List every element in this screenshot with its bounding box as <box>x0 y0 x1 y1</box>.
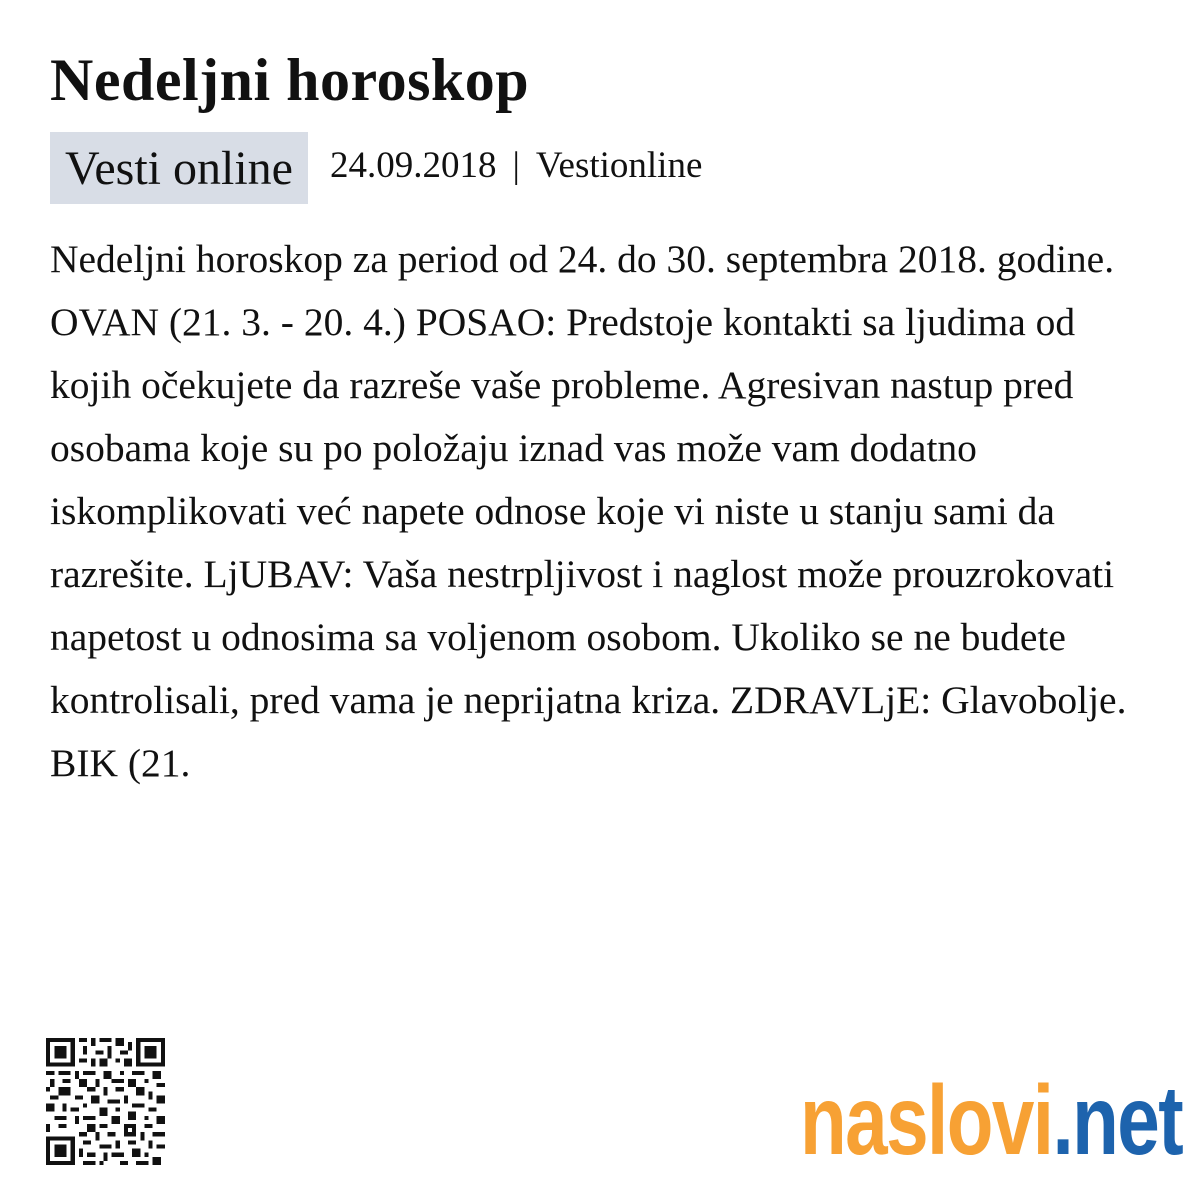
source-badge[interactable]: Vesti online <box>50 132 308 204</box>
publish-date: 24.09.2018 <box>329 144 497 186</box>
qr-code-icon <box>46 1038 165 1165</box>
author-name: Vestionline <box>535 144 703 186</box>
logo-tld-text: .net <box>1052 1065 1183 1175</box>
meta-separator: | <box>512 144 520 186</box>
naslovi-net-logo[interactable] <box>800 1060 1183 1175</box>
logo-main-text: naslovi <box>800 1065 1053 1175</box>
article-meta <box>50 132 702 204</box>
article-body: Nedeljni horoskop za period od 24. do 30. septembra 2018. godine. OVAN (21. 3. - 20. 4.) POSAO: Predstoje kontakti sa ljudima od kojih očekujete da razreše vaše probleme. Agresivan nastup pred osobama koje su po položaju iznad vas može vam dodatno iskomplikovati već napete odnose koje vi niste u stanju sami da razrešite. LjUBAV: Vaša nestrpljivost i naglost može prouzrokovati napetost u odnosima sa voljenom osobom. Ukoliko se ne budete kontrolisali, pred vama je neprijatna kriza. ZDRAVLjE: Glavobolje. BIK (21. <box>50 237 1127 785</box>
article-title: Nedeljni horoskop <box>50 47 530 113</box>
article-meta-info <box>330 144 702 187</box>
